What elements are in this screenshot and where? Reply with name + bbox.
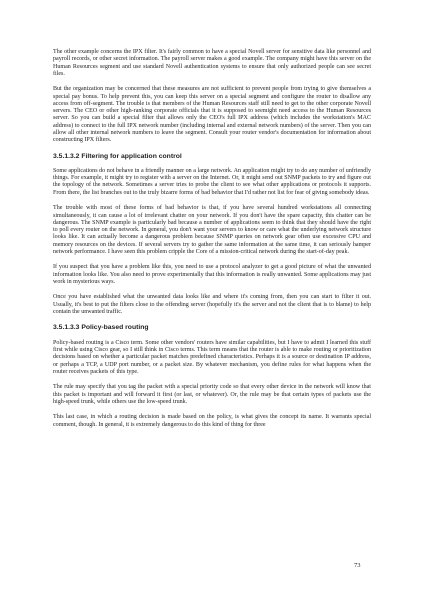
paragraph: Some applications do not behave in a friendly manner on a large network. An application might try to do any number of unfriendly things. For example, it might try to register with a server on the Internet. Or, it might send out SNMP packets to try and figure out the topology of the network. Sometimes a server tries to probe the client to see what other applications or protocols it supports. From there, the list branches out to the truly bizarre forms of bad behavior that I'd rather not list for fear of giving somebody ideas. [53, 167, 371, 196]
paragraph: The other example concerns the IPX filter. It's fairly common to have a special Novell server for sensitive data like personnel and payroll records, or other secret information. The payroll server makes a good example. The company might have this server on the Human Resources segment and use standard Novell authentication systems to ensure that only authorized people can see secret files. [53, 49, 371, 77]
paragraph: The rule may specify that you tag the packet with a special priority code so that every other device in the network will know that this packet is important and will forward it first (or last, or whatever). Or, the rule may be that certain types of packets use the high-speed trunk, while others use the low-speed trunk. [53, 384, 371, 405]
paragraph: If you suspect that you have a problem like this, you need to use a protocol analyzer to get a good picture of what the unwanted information looks like. You also need to prove experimentally that this information is really unwanted. Some applications may just work in mysterious ways. [53, 264, 371, 285]
document-page [53, 49, 371, 437]
page-number: 73 [354, 562, 361, 569]
section-heading: 3.5.1.3.2 Filtering for application control [53, 152, 182, 160]
paragraph: The trouble with most of these forms of bad behavior is that, if you have several hundred workstations all connecting simultaneously, it can cause a lot of irrelevant chatter on your network. If you don't have the spare capacity, this chatter can be dangerous. The SNMP example is particularly bad because a number of applications seem to think that they should have the right to poll every router on the network. In general, you don't want your servers to know or care what the underlying network structure looks like. It can actually become a dangerous problem because SNMP queries on network gear often use excessive CPU and memory resources on the devices. If several servers try to gather the same information at the same time, it can seriously hamper network performance. I have seen this problem cripple the Core of a mission-critical network during the start-of-day peak. [53, 205, 371, 255]
paragraph: Once you have established what the unwanted data looks like and where it's coming from, then you can start to filter it out. Usually, it's best to put the filters close to the offending server (hopefully it's the server and not the client that is to blame) to help contain the unwanted traffic. [53, 294, 371, 315]
paragraph: But the organization may be concerned that these measures are not sufficient to prevent people from trying to give themselves a special pay bonus. To help prevent this, you can keep this server on a special segment and configure the router to disallow any access from off-segment. The trouble is that members of the Human Resources staff still need to get to the other corporate Novell servers. The CEO or other high-ranking corporate officials that it is supposed to seemight need access to the Human Resources server. So you can build a special filter that allows only the CEO's full IPX address (which includes the workstation's MAC address) to connect to the full IPX network number (including internal and external network numbers) of the server. Then you can allow all other internal network numbers to leave the segment. Consult your router vendor's documentation for information about constructing IPX filters. [53, 86, 371, 144]
paragraph: This last case, in which a routing decision is made based on the policy, is what gives the concept its name. It warrants special comment, though. In general, it is extremely dangerous to do this kind of thing for three [53, 414, 371, 428]
section-heading: 3.5.1.3.3 Policy-based routing [53, 324, 149, 332]
paragraph: Policy-based routing is a Cisco term. Some other vendors' routers have similar capabilities, but I have to admit I learned this stuff first while using Cisco gear, so I still think in Cisco terms. This term means that the router is able to make routing or prioritization decisions based on whether a particular packet matches predefined characteristics. Perhaps it is a source or destination IP address, or perhaps a TCP, a UDP port number, or a packet size. By whatever mechanism, you define rules for what happens when the router receives packets of this type. [53, 339, 371, 375]
